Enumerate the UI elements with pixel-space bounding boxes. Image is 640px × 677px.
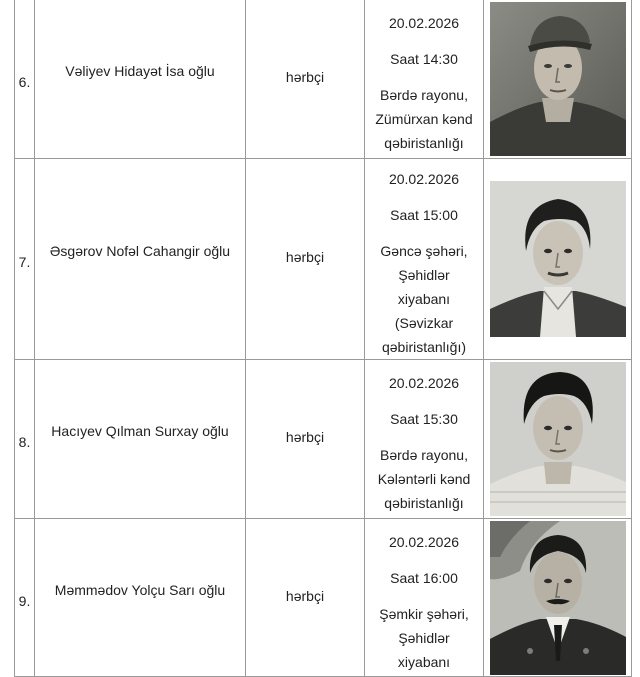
burial-date: 20.02.2026 bbox=[388, 533, 460, 550]
burial-place-line: Zümürxan kənd bbox=[375, 110, 473, 127]
person-role: hərbçi bbox=[285, 68, 325, 85]
row-number-cell bbox=[15, 519, 35, 677]
photo-cell bbox=[484, 0, 632, 159]
person-name: Hacıyev Qılman Surxay oğlu bbox=[51, 423, 229, 439]
table-row bbox=[15, 159, 632, 360]
name-cell bbox=[35, 159, 246, 360]
burial-place-line: qəbiristanlığı bbox=[384, 495, 464, 511]
burial-place-line: Şəhidlər bbox=[398, 629, 450, 646]
burial-place-line: Kələntərli kənd bbox=[377, 471, 471, 487]
burial-place-line: Gəncə şəhəri, bbox=[380, 243, 468, 259]
person-name: Əsgərov Nofəl Cahangir oğlu bbox=[49, 243, 231, 259]
burial-place-line: Bərdə rayonu, bbox=[380, 86, 468, 103]
photo-cell bbox=[484, 519, 632, 677]
photo-cell bbox=[484, 360, 632, 519]
young-man-portrait-photo bbox=[490, 362, 626, 516]
burial-place-line: qəbiristanlığı) bbox=[381, 339, 467, 355]
row-number-cell bbox=[15, 159, 35, 360]
burial-info-cell bbox=[365, 360, 484, 519]
row-number: 9. bbox=[18, 592, 31, 609]
young-man-portrait-photo bbox=[490, 181, 626, 337]
photo-cell bbox=[484, 159, 632, 360]
name-cell bbox=[35, 519, 246, 677]
row-number-cell bbox=[15, 360, 35, 519]
burial-time: Saat 16:00 bbox=[390, 569, 458, 586]
burial-date: 20.02.2026 bbox=[388, 171, 460, 187]
person-role: hərbçi bbox=[285, 587, 325, 604]
burial-place-line: qəbiristanlığı bbox=[384, 134, 464, 151]
burial-info-cell bbox=[365, 519, 484, 677]
burial-place-line: xiyabanı bbox=[397, 291, 451, 307]
burial-place-line: Şəmkir şəhəri, bbox=[379, 605, 469, 622]
role-cell bbox=[246, 519, 365, 677]
person-role: hərbçi bbox=[285, 429, 325, 445]
table-row bbox=[15, 0, 632, 159]
burial-time: Saat 15:00 bbox=[390, 207, 458, 223]
table-row bbox=[15, 519, 632, 677]
person-name: Məmmədov Yolçu Sarı oğlu bbox=[54, 581, 226, 598]
row-number-cell bbox=[15, 0, 35, 159]
burial-time: Saat 14:30 bbox=[390, 50, 458, 67]
name-cell bbox=[35, 360, 246, 519]
burial-date: 20.02.2026 bbox=[388, 14, 460, 31]
row-number: 7. bbox=[18, 254, 31, 270]
table-row bbox=[15, 360, 632, 519]
role-cell bbox=[246, 159, 365, 360]
role-cell bbox=[246, 360, 365, 519]
row-number: 8. bbox=[18, 434, 31, 450]
row-number: 6. bbox=[18, 73, 31, 90]
memorial-table bbox=[14, 0, 632, 677]
burial-place-line: Bərdə rayonu, bbox=[380, 447, 468, 463]
burial-place-line: Şəhidlər bbox=[398, 267, 450, 283]
burial-info-cell bbox=[365, 159, 484, 360]
burial-time: Saat 15:30 bbox=[390, 411, 458, 427]
uniform-portrait-photo bbox=[490, 521, 626, 675]
name-cell bbox=[35, 0, 246, 159]
person-name: Vəliyev Hidayət İsa oğlu bbox=[65, 62, 215, 79]
person-role: hərbçi bbox=[285, 249, 325, 265]
burial-place-line: (Səvizkar bbox=[394, 315, 454, 331]
role-cell bbox=[246, 0, 365, 159]
burial-place-line: xiyabanı bbox=[397, 653, 451, 670]
soldier-portrait-photo bbox=[490, 2, 626, 156]
burial-info-cell bbox=[365, 0, 484, 159]
burial-date: 20.02.2026 bbox=[388, 375, 460, 391]
